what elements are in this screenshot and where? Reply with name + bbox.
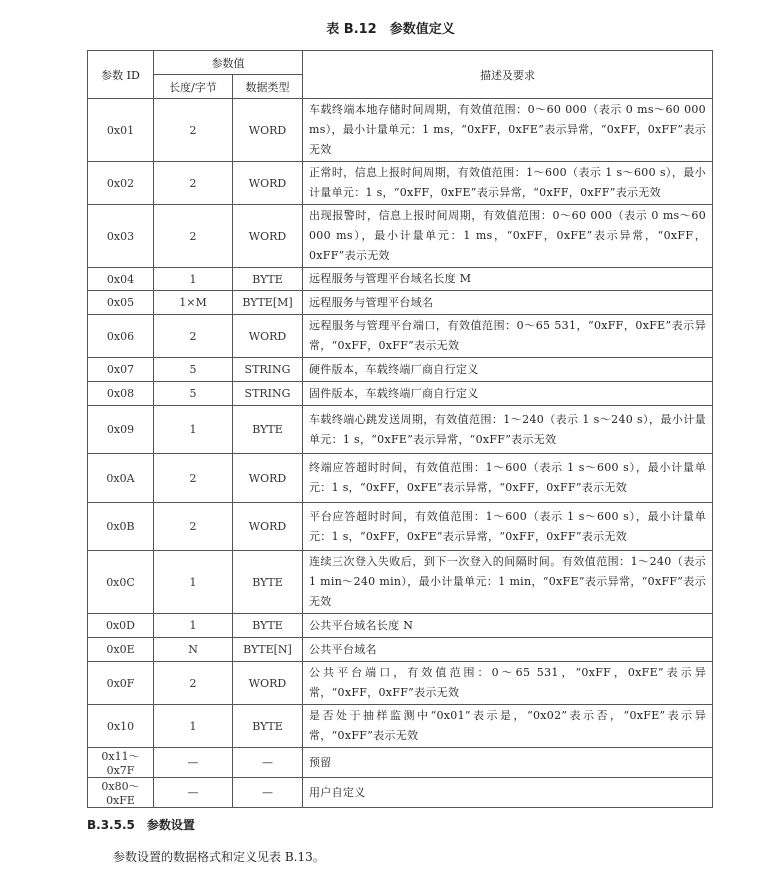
- param-id: 0x0F: [88, 662, 154, 705]
- param-type: BYTE: [233, 268, 303, 291]
- table-row: [88, 614, 713, 638]
- param-id: 0x04: [88, 268, 154, 291]
- param-id: 0x0E: [88, 638, 154, 662]
- param-type: —: [233, 778, 303, 808]
- param-length: 1: [154, 406, 233, 454]
- param-desc: 车载终端本地存储时间周期，有效值范围：0～60 000（表示 0 ms～60 000 ms），最小计量单元：1 ms，“0xFF，0xFE”表示异常，“0xFF，0xFF”表示无效: [303, 99, 713, 162]
- param-length: 2: [154, 205, 233, 268]
- param-desc: 远程服务与管理平台域名: [303, 291, 713, 315]
- section-text: 参数设置的数据格式和定义见表 B.13。: [113, 850, 325, 864]
- section-heading: B.3.5.5 参数设置: [87, 818, 195, 832]
- param-id: 0x03: [88, 205, 154, 268]
- param-length: 2: [154, 99, 233, 162]
- table-row: [88, 205, 713, 268]
- table-row: [88, 406, 713, 454]
- param-id: 0x06: [88, 315, 154, 358]
- table-row: [88, 382, 713, 406]
- param-type: —: [233, 748, 303, 778]
- table-row: [88, 358, 713, 382]
- param-length: 2: [154, 662, 233, 705]
- param-desc: 正常时，信息上报时间周期，有效值范围：1～600（表示 1 s～600 s），最小计量单元：1 s，“0xFF，0xFE”表示异常，“0xFF，0xFF”表示无效: [303, 162, 713, 205]
- param-desc: 终端应答超时时间，有效值范围：1～600（表示 1 s～600 s），最小计量单元：1 s，“0xFF，0xFE”表示异常，“0xFF，0xFF”表示无效: [303, 454, 713, 503]
- param-desc: 用户自定义: [303, 778, 713, 808]
- param-id: 0x80～0xFE: [88, 778, 154, 808]
- param-desc: 车载终端心跳发送周期，有效值范围：1～240（表示 1 s～240 s），最小计量单元：1 s，“0xFE”表示异常，“0xFF”表示无效: [303, 406, 713, 454]
- table-row: [88, 662, 713, 705]
- param-type: BYTE[N]: [233, 638, 303, 662]
- param-type: BYTE: [233, 551, 303, 614]
- param-type: WORD: [233, 162, 303, 205]
- param-length: 1×M: [154, 291, 233, 315]
- param-id: 0x08: [88, 382, 154, 406]
- param-id: 0x0D: [88, 614, 154, 638]
- param-desc: 平台应答超时时间，有效值范围：1～600（表示 1 s～600 s），最小计量单元：1 s，“0xFF，0xFE”表示异常，“0xFF，0xFF”表示无效: [303, 503, 713, 551]
- table-row: [88, 551, 713, 614]
- param-id: 0x07: [88, 358, 154, 382]
- table-row: [88, 291, 713, 315]
- header-desc: 描述及要求: [303, 51, 713, 99]
- table-row: [88, 748, 713, 778]
- param-id: 0x0B: [88, 503, 154, 551]
- table-row: [88, 268, 713, 291]
- param-length: —: [154, 778, 233, 808]
- param-id: 0x0A: [88, 454, 154, 503]
- param-length: 1: [154, 614, 233, 638]
- param-length: 1: [154, 551, 233, 614]
- param-id: 0x01: [88, 99, 154, 162]
- table-row: [88, 454, 713, 503]
- param-length: 5: [154, 382, 233, 406]
- param-length: N: [154, 638, 233, 662]
- param-type: WORD: [233, 99, 303, 162]
- param-type: STRING: [233, 382, 303, 406]
- table-row: [88, 705, 713, 748]
- param-type: BYTE: [233, 406, 303, 454]
- header-type: 数据类型: [233, 75, 303, 99]
- param-type: WORD: [233, 454, 303, 503]
- param-type: WORD: [233, 205, 303, 268]
- param-length: 2: [154, 315, 233, 358]
- param-type: WORD: [233, 503, 303, 551]
- table-row: [88, 99, 713, 162]
- param-desc: 出现报警时，信息上报时间周期，有效值范围：0～60 000（表示 0 ms～60 000 ms），最小计量单元：1 ms，“0xFF，0xFE”表示异常，“0xFF，0xFF”表示无效: [303, 205, 713, 268]
- param-id: 0x0C: [88, 551, 154, 614]
- param-desc: 公共平台域名: [303, 638, 713, 662]
- param-desc: 远程服务与管理平台端口，有效值范围：0～65 531，“0xFF，0xFE”表示异常，“0xFF，0xFF”表示无效: [303, 315, 713, 358]
- param-length: 2: [154, 503, 233, 551]
- table-row: [88, 778, 713, 808]
- param-desc: 连续三次登入失败后，到下一次登入的间隔时间。有效值范围：1～240（表示 1 min～240 min），最小计量单元：1 min，“0xFE”表示异常，“0xFF”表示无效: [303, 551, 713, 614]
- param-desc: 是否处于抽样监测中“0x01”表示是，“0x02”表示否，“0xFE”表示异常，“0xFF”表示无效: [303, 705, 713, 748]
- param-id: 0x11～0x7F: [88, 748, 154, 778]
- param-desc: 硬件版本，车载终端厂商自行定义: [303, 358, 713, 382]
- parameter-table: [87, 50, 713, 808]
- header-value: 参数值: [154, 51, 303, 75]
- table-row: [88, 638, 713, 662]
- header-length: 长度/字节: [154, 75, 233, 99]
- param-type: BYTE: [233, 614, 303, 638]
- param-length: 2: [154, 454, 233, 503]
- param-length: 1: [154, 268, 233, 291]
- param-desc: 远程服务与管理平台域名长度 M: [303, 268, 713, 291]
- param-type: BYTE: [233, 705, 303, 748]
- param-desc: 公共平台端口，有效值范围：0～65 531，“0xFF，0xFE”表示异常，“0xFF，0xFF”表示无效: [303, 662, 713, 705]
- table-row: [88, 503, 713, 551]
- param-type: WORD: [233, 315, 303, 358]
- param-id: 0x10: [88, 705, 154, 748]
- param-id: 0x09: [88, 406, 154, 454]
- header-id: 参数 ID: [88, 51, 154, 99]
- param-length: 2: [154, 162, 233, 205]
- param-length: 1: [154, 705, 233, 748]
- table-title: 表 B.12 参数值定义: [326, 22, 455, 37]
- param-id: 0x02: [88, 162, 154, 205]
- param-id: 0x05: [88, 291, 154, 315]
- param-desc: 公共平台域名长度 N: [303, 614, 713, 638]
- param-type: STRING: [233, 358, 303, 382]
- table-row: [88, 315, 713, 358]
- param-length: 5: [154, 358, 233, 382]
- param-length: —: [154, 748, 233, 778]
- param-type: WORD: [233, 662, 303, 705]
- table-row: [88, 162, 713, 205]
- param-desc: 预留: [303, 748, 713, 778]
- param-type: BYTE[M]: [233, 291, 303, 315]
- param-desc: 固件版本，车载终端厂商自行定义: [303, 382, 713, 406]
